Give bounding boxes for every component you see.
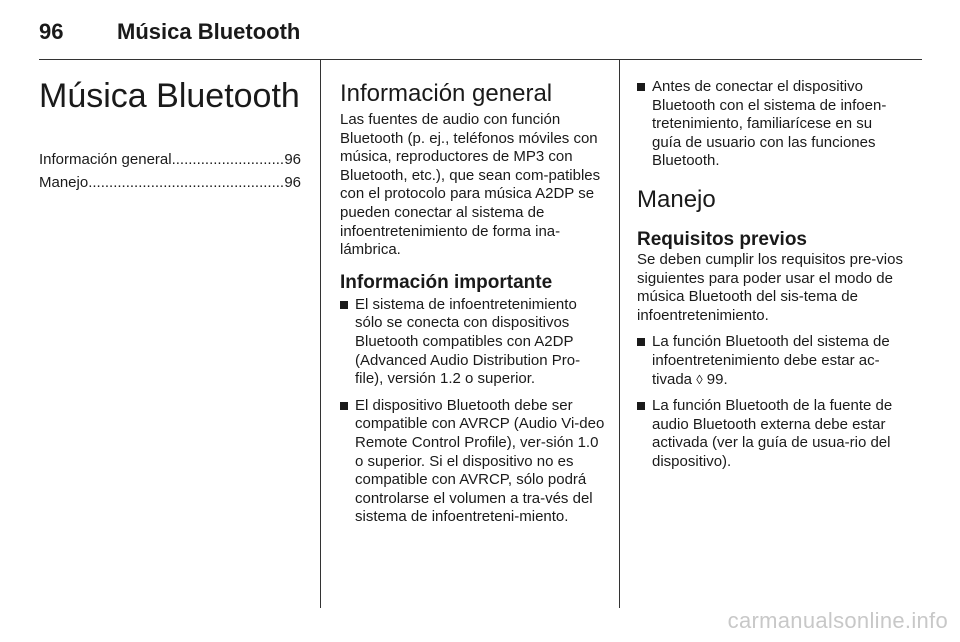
bullet-icon — [340, 301, 348, 309]
toc-label: Manejo — [39, 174, 89, 191]
bullet-icon — [637, 402, 645, 410]
list-item: Antes de conectar el dispositivo Bluetooth con el sistema de infoen-tretenimiento, familiarícese en su guía de usuario con las funciones Bluetooth. — [637, 78, 905, 171]
column-divider-1 — [320, 60, 321, 608]
important-list — [340, 296, 606, 527]
section-title-manejo: Manejo — [637, 185, 716, 213]
important-list-continued — [637, 78, 905, 171]
toc-entry-general[interactable] — [39, 148, 301, 171]
list-item: El dispositivo Bluetooth debe ser compatible con AVRCP (Audio Vi-deo Remote Control Profile), ver-sión 1.0 o superior. Si el dispositivo no es compatible con AVRCP, sólo podrá controlarse el volumen a tra-vés del sistema de infoentreteni-miento. — [340, 397, 606, 527]
list-item: El sistema de infoentretenimiento sólo se conecta con dispositivos Bluetooth compatibles con A2DP (Advanced Audio Distribution Pro-file), versión 1.2 o superior. — [340, 296, 606, 389]
bullet-icon — [637, 338, 645, 346]
subsection-title-important: Información importante — [340, 271, 553, 293]
bullet-icon — [637, 83, 645, 91]
page-number: 96 — [39, 19, 64, 44]
toc-entry-manejo[interactable] — [39, 171, 301, 194]
page-header — [39, 14, 300, 50]
chapter-title: Música Bluetooth — [39, 77, 300, 115]
page-reference-icon: ◊ — [696, 371, 703, 387]
column-3 — [637, 60, 905, 480]
toc-leader — [88, 171, 284, 194]
toc-label: Información general — [39, 151, 172, 168]
column-1 — [39, 60, 301, 194]
watermark: carmanualsonline.info — [727, 608, 948, 633]
section-title-general: Información general — [340, 80, 553, 107]
column-2 — [340, 60, 606, 535]
column-divider-2 — [619, 60, 620, 608]
page-reference[interactable]: 99. — [702, 370, 728, 388]
bullet-icon — [340, 402, 348, 410]
subsection-title-requisitos: Requisitos previos — [637, 228, 807, 250]
requisitos-list — [637, 333, 905, 471]
running-title: Música Bluetooth — [117, 19, 301, 44]
list-item: La función Bluetooth del sistema de infoentretenimiento debe estar ac-tivada ◊ 99. — [637, 333, 905, 389]
list-item: La función Bluetooth de la fuente de audio Bluetooth externa debe estar activada (ver la guía de usua-rio del dispositivo). — [637, 397, 905, 471]
table-of-contents — [39, 148, 301, 194]
requisitos-intro: Se deben cumplir los requisitos pre-vios siguientes para poder usar el modo de música Bluetooth del sis-tema de infoentretenimiento. — [637, 250, 903, 324]
toc-leader — [172, 148, 285, 171]
toc-page: 96 — [284, 174, 301, 191]
toc-page: 96 — [284, 151, 301, 168]
general-intro: Las fuentes de audio con función Bluetooth (p. ej., teléfonos móviles con música, reproductores de MP3 con Bluetooth, etc.), que sean com-patibles con el protocolo para música A2DP se pueden conectar al sistema de infoentretenimiento de forma ina-lámbrica. — [340, 111, 601, 259]
